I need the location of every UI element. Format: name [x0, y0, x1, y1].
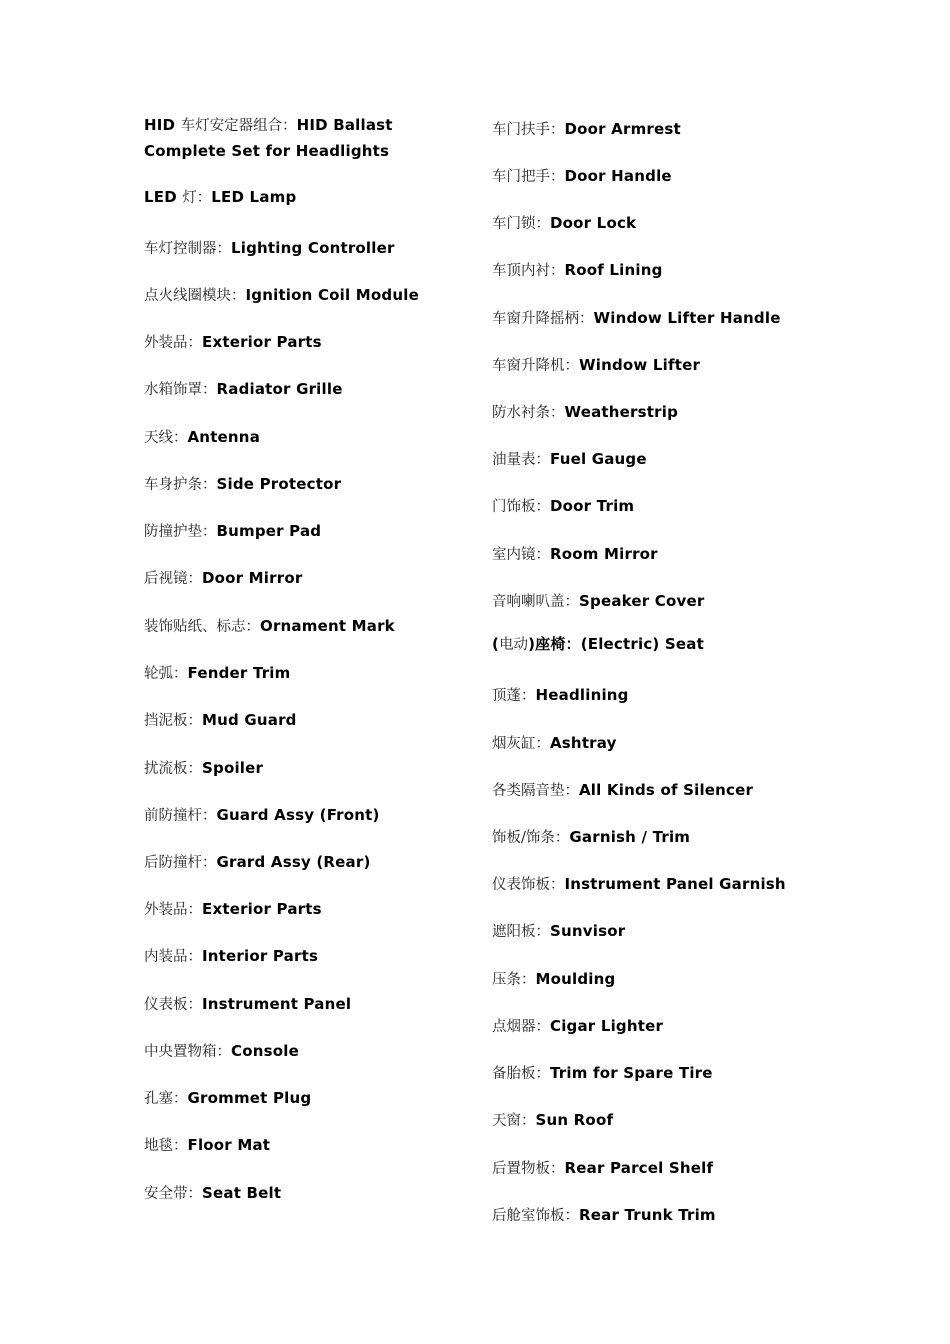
glossary-entry	[492, 494, 892, 520]
term-chinese: 油量表：	[492, 452, 550, 468]
glossary-entry	[492, 825, 892, 851]
glossary-entry	[144, 330, 544, 356]
term-chinese: 中央置物箱：	[144, 1044, 231, 1060]
term-chinese: 备胎板：	[492, 1066, 550, 1082]
term-english: Door Armrest	[564, 120, 681, 138]
term-chinese: 车身护条：	[144, 477, 217, 493]
glossary-entry	[144, 113, 434, 164]
term-chinese: 轮弧：	[144, 666, 188, 682]
glossary-entry	[144, 519, 544, 545]
term-chinese: 车窗升降摇柄：	[492, 311, 594, 327]
term-english: Fuel Gauge	[550, 450, 647, 468]
term-chinese: 后舱室饰板：	[492, 1208, 579, 1224]
term-english: Radiator Grille	[216, 380, 343, 398]
glossary-entry	[492, 589, 892, 615]
term-chinese: 车门扶手：	[492, 122, 565, 138]
term-english: Sun Roof	[535, 1111, 614, 1129]
term-chinese: 烟灰缸：	[492, 736, 550, 752]
term-english: Lighting Controller	[231, 239, 395, 257]
term-english: Cigar Lighter	[550, 1017, 664, 1035]
term-english: LED	[144, 188, 183, 206]
glossary-entry	[144, 944, 544, 970]
term-chinese: 压条：	[492, 972, 536, 988]
term-english: Rear Parcel Shelf	[564, 1159, 714, 1177]
term-chinese: 仪表板：	[144, 997, 202, 1013]
glossary-entry	[144, 425, 544, 451]
term-chinese: 外装品：	[144, 335, 202, 351]
term-chinese: 车灯安定器组合：	[180, 118, 297, 134]
term-english: Room Mirror	[550, 545, 658, 563]
term-english: Garnish / Trim	[569, 828, 691, 846]
glossary-entry	[492, 211, 892, 237]
term-english: Console	[231, 1042, 299, 1060]
glossary-entry	[144, 850, 544, 876]
glossary-entry	[492, 683, 892, 709]
term-english: Antenna	[187, 428, 261, 446]
term-english: Interior Parts	[202, 947, 319, 965]
term-chinese: 各类隔音垫：	[492, 783, 579, 799]
term-english: LED Lamp	[211, 188, 297, 206]
glossary-entry	[144, 566, 544, 592]
term-chinese: 安全带：	[144, 1186, 202, 1202]
term-chinese: 天线：	[144, 430, 188, 446]
glossary-entry	[492, 117, 892, 143]
term-chinese: 地毯：	[144, 1138, 188, 1154]
term-english: Door Trim	[550, 497, 635, 515]
glossary-entry	[492, 542, 892, 568]
term-english: (	[492, 635, 500, 653]
term-chinese: 挡泥板：	[144, 713, 202, 729]
glossary-entry	[144, 236, 544, 262]
term-chinese: 天窗：	[492, 1113, 536, 1129]
term-chinese: 扰流板：	[144, 761, 202, 777]
glossary-entry	[492, 872, 892, 898]
term-english: Bumper Pad	[216, 522, 322, 540]
glossary-entry	[492, 1108, 892, 1134]
term-english: Instrument Panel	[202, 995, 352, 1013]
term-chinese: 前防撞杆：	[144, 808, 217, 824]
term-chinese: 后视镜：	[144, 571, 202, 587]
term-english: Door Mirror	[202, 569, 303, 587]
term-english: Mud Guard	[202, 711, 297, 729]
term-chinese: 室内镜：	[492, 547, 550, 563]
glossary-entry	[144, 1086, 544, 1112]
term-chinese: 灯：	[182, 190, 212, 206]
glossary-entry	[492, 632, 892, 658]
glossary-entry	[492, 731, 892, 757]
term-english: HID Ballast Complete Set for Headlights	[144, 116, 393, 160]
glossary-entry	[492, 353, 892, 379]
term-english: Door Lock	[550, 214, 637, 232]
glossary-entry	[144, 1039, 544, 1065]
term-chinese: 仪表饰板：	[492, 877, 565, 893]
term-chinese: 顶蓬：	[492, 688, 536, 704]
term-english: Roof Lining	[564, 261, 663, 279]
glossary-entry	[144, 803, 544, 829]
glossary-entry	[144, 661, 544, 687]
term-chinese: 防水衬条：	[492, 405, 565, 421]
term-english: All Kinds of Silencer	[579, 781, 754, 799]
term-english: Moulding	[535, 970, 616, 988]
glossary-entry	[492, 1203, 892, 1229]
term-english: Ornament Mark	[260, 617, 395, 635]
term-english: Exterior Parts	[202, 900, 322, 918]
term-chinese: 点火线圈模块：	[144, 288, 246, 304]
term-english: Door Handle	[564, 167, 672, 185]
term-chinese: 车门锁：	[492, 216, 550, 232]
term-chinese: 装饰贴纸、标志：	[144, 619, 260, 635]
glossary-entry	[492, 164, 892, 190]
glossary-entry	[492, 967, 892, 993]
term-chinese: 孔塞：	[144, 1091, 188, 1107]
term-english: Speaker Cover	[579, 592, 705, 610]
term-chinese: 饰板/饰条：	[492, 830, 570, 846]
term-english: Window Lifter Handle	[593, 309, 781, 327]
term-english: Instrument Panel Garnish	[564, 875, 786, 893]
glossary-entry	[144, 1181, 544, 1207]
term-english: Fender Trim	[187, 664, 291, 682]
term-chinese: 车灯控制器：	[144, 241, 231, 257]
term-english: Spoiler	[202, 759, 264, 777]
glossary-entry	[144, 185, 544, 211]
term-chinese: 车门把手：	[492, 169, 565, 185]
glossary-entry	[492, 400, 892, 426]
glossary-entry	[492, 1014, 892, 1040]
term-chinese: 水箱饰罩：	[144, 382, 217, 398]
term-chinese: 内装品：	[144, 949, 202, 965]
term-chinese: 遮阳板：	[492, 924, 550, 940]
term-chinese: 车顶内衬：	[492, 263, 565, 279]
glossary-entry	[144, 897, 544, 923]
glossary-entry	[492, 919, 892, 945]
glossary-entry	[144, 377, 544, 403]
term-english: Seat Belt	[202, 1184, 282, 1202]
term-english: Headlining	[535, 686, 629, 704]
term-english: Rear Trunk Trim	[579, 1206, 716, 1224]
term-english: HID	[144, 116, 181, 134]
term-chinese: 电动	[499, 637, 529, 653]
term-chinese: 车窗升降机：	[492, 358, 579, 374]
term-english: Ashtray	[550, 734, 617, 752]
term-chinese: 外装品：	[144, 902, 202, 918]
term-english: Grommet Plug	[187, 1089, 312, 1107]
term-english: Weatherstrip	[564, 403, 679, 421]
term-english: Sunvisor	[550, 922, 626, 940]
term-english: )座椅：(Electric) Seat	[528, 635, 704, 653]
term-chinese: 防撞护垫：	[144, 524, 217, 540]
glossary-entry	[144, 708, 544, 734]
glossary-entry	[144, 1133, 544, 1159]
term-english: Side Protector	[216, 475, 342, 493]
term-english: Floor Mat	[187, 1136, 271, 1154]
term-english: Window Lifter	[579, 356, 701, 374]
term-chinese: 门饰板：	[492, 499, 550, 515]
glossary-entry	[144, 992, 544, 1018]
glossary-entry	[144, 283, 544, 309]
term-english: Trim for Spare Tire	[550, 1064, 713, 1082]
term-chinese: 后置物板：	[492, 1161, 565, 1177]
glossary-entry	[144, 472, 544, 498]
glossary-entry	[144, 614, 544, 640]
glossary-entry	[492, 258, 892, 284]
glossary-entry	[144, 756, 544, 782]
term-english: Exterior Parts	[202, 333, 322, 351]
term-english: Grard Assy (Rear)	[216, 853, 371, 871]
term-chinese: 后防撞杆：	[144, 855, 217, 871]
glossary-entry	[492, 306, 892, 332]
glossary-entry	[492, 447, 892, 473]
glossary-entry	[492, 778, 892, 804]
glossary-entry	[492, 1061, 892, 1087]
term-english: Ignition Coil Module	[245, 286, 419, 304]
term-english: Guard Assy (Front)	[216, 806, 380, 824]
glossary-entry	[492, 1156, 892, 1182]
term-chinese: 点烟器：	[492, 1019, 550, 1035]
term-chinese: 音响喇叭盖：	[492, 594, 579, 610]
